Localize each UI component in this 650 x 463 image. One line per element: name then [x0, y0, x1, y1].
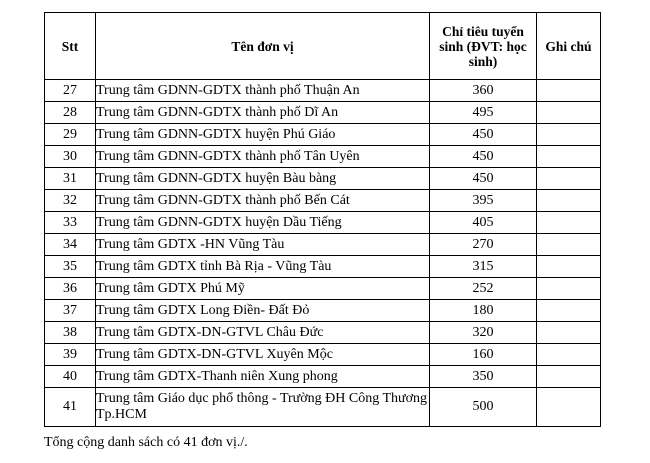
cell-unit-name: Trung tâm GDTX tỉnh Bà Rịa - Vũng Tàu: [96, 256, 430, 278]
cell-unit-name: Trung tâm GDNN-GDTX thành phố Dĩ An: [96, 102, 430, 124]
cell-note: [537, 300, 601, 322]
cell-unit-name: Trung tâm Giáo dục phổ thông - Trường ĐH Công Thương Tp.HCM: [96, 388, 430, 427]
table-row: [45, 278, 601, 300]
cell-quota: 450: [430, 146, 537, 168]
table-row: [45, 256, 601, 278]
cell-note: [537, 278, 601, 300]
cell-stt: 37: [45, 300, 96, 322]
cell-unit-name: Trung tâm GDNN-GDTX huyện Phú Giáo: [96, 124, 430, 146]
cell-stt: 38: [45, 322, 96, 344]
cell-unit-name: Trung tâm GDNN-GDTX thành phố Bến Cát: [96, 190, 430, 212]
cell-note: [537, 234, 601, 256]
cell-note: [537, 124, 601, 146]
cell-quota: 320: [430, 322, 537, 344]
cell-stt: 30: [45, 146, 96, 168]
table-row: [45, 190, 601, 212]
table-row: [45, 234, 601, 256]
cell-unit-name: Trung tâm GDTX Phú Mỹ: [96, 278, 430, 300]
cell-quota: 315: [430, 256, 537, 278]
cell-unit-name: Trung tâm GDNN-GDTX huyện Bàu bàng: [96, 168, 430, 190]
table-header-row: [45, 13, 601, 80]
cell-stt: 32: [45, 190, 96, 212]
table-row: [45, 322, 601, 344]
table-row: [45, 344, 601, 366]
cell-note: [537, 366, 601, 388]
header-note: Ghi chú: [537, 13, 601, 80]
header-unit-name: Tên đơn vị: [96, 13, 430, 80]
cell-quota: 252: [430, 278, 537, 300]
table-row: [45, 168, 601, 190]
cell-note: [537, 322, 601, 344]
cell-stt: 35: [45, 256, 96, 278]
table-row: [45, 102, 601, 124]
cell-stt: 41: [45, 388, 96, 427]
cell-quota: 350: [430, 366, 537, 388]
table-row: [45, 212, 601, 234]
header-quota: Chỉ tiêu tuyển sinh (ĐVT: học sinh): [430, 13, 537, 80]
enrollment-quota-table: [44, 12, 601, 427]
cell-note: [537, 168, 601, 190]
cell-unit-name: Trung tâm GDTX -HN Vũng Tàu: [96, 234, 430, 256]
cell-stt: 40: [45, 366, 96, 388]
cell-note: [537, 80, 601, 102]
cell-quota: 450: [430, 124, 537, 146]
total-units-note: Tổng cộng danh sách có 41 đơn vị./.: [44, 435, 248, 450]
cell-note: [537, 388, 601, 427]
cell-quota: 160: [430, 344, 537, 366]
cell-stt: 33: [45, 212, 96, 234]
cell-stt: 27: [45, 80, 96, 102]
cell-unit-name: Trung tâm GDNN-GDTX thành phố Tân Uyên: [96, 146, 430, 168]
table-row: [45, 80, 601, 102]
table-body: [45, 80, 601, 427]
table-row: [45, 300, 601, 322]
cell-note: [537, 102, 601, 124]
header-stt: Stt: [45, 13, 96, 80]
cell-unit-name: Trung tâm GDNN-GDTX thành phố Thuận An: [96, 80, 430, 102]
cell-quota: 405: [430, 212, 537, 234]
cell-quota: 450: [430, 168, 537, 190]
cell-note: [537, 344, 601, 366]
cell-note: [537, 256, 601, 278]
cell-note: [537, 212, 601, 234]
cell-quota: 395: [430, 190, 537, 212]
cell-quota: 270: [430, 234, 537, 256]
cell-note: [537, 190, 601, 212]
cell-stt: 34: [45, 234, 96, 256]
cell-unit-name: Trung tâm GDTX-Thanh niên Xung phong: [96, 366, 430, 388]
cell-stt: 29: [45, 124, 96, 146]
table-row: [45, 366, 601, 388]
cell-note: [537, 146, 601, 168]
cell-stt: 36: [45, 278, 96, 300]
cell-quota: 500: [430, 388, 537, 427]
table-row: [45, 388, 601, 427]
cell-quota: 495: [430, 102, 537, 124]
cell-stt: 39: [45, 344, 96, 366]
cell-unit-name: Trung tâm GDTX-DN-GTVL Châu Đức: [96, 322, 430, 344]
table-row: [45, 124, 601, 146]
cell-stt: 28: [45, 102, 96, 124]
cell-unit-name: Trung tâm GDTX Long Điền- Đất Đỏ: [96, 300, 430, 322]
cell-stt: 31: [45, 168, 96, 190]
cell-quota: 180: [430, 300, 537, 322]
cell-unit-name: Trung tâm GDNN-GDTX huyện Dầu Tiếng: [96, 212, 430, 234]
cell-unit-name: Trung tâm GDTX-DN-GTVL Xuyên Mộc: [96, 344, 430, 366]
table-row: [45, 146, 601, 168]
cell-quota: 360: [430, 80, 537, 102]
